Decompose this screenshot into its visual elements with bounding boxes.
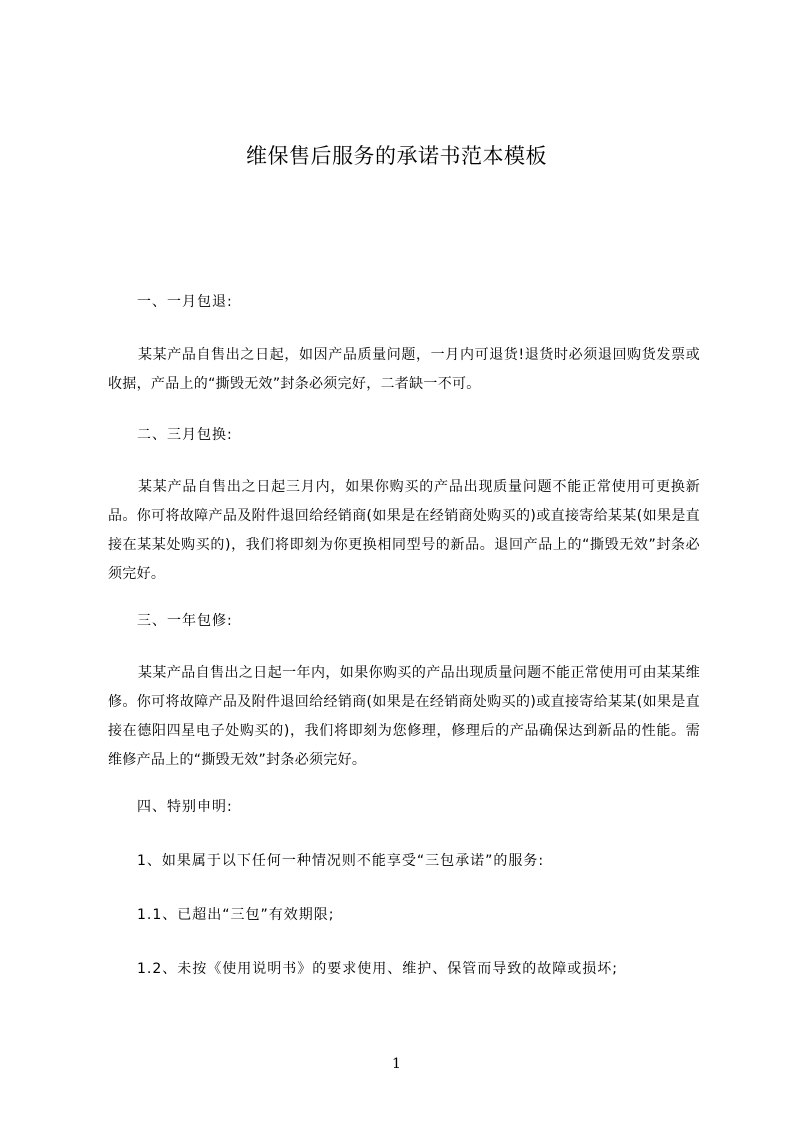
list-item: 1.1、已超出“三包”有效期限; [137,907,335,923]
section-paragraph-repair: 某某产品自售出之日起一年内，如果你购买的产品出现质量问题不能正常使用可由某某维修。你可将故障产品及附件退回给经销商(如果是在经销商处购买的)或直接寄给某某(如果是直接在德阳四星电子处购买的)，我们将即刻为您修理，修理后的产品确保达到新品的性能。需维修产品上的“撕毁无效”封条必须完好。 [108,665,700,768]
section-paragraph-return: 某某产品自售出之日起，如因产品质量问题，一月内可退货!退货时必须退回购货发票或收据，产品上的“撕毁无效”封条必须完好，二者缺一不可。 [108,347,700,392]
list-item: 1、如果属于以下任何一种情况则不能享受“三包承诺”的服务: [137,853,545,869]
section-heading-special-statement: 四、特别申明: [137,799,233,815]
section-heading-return: 一、一月包退: [137,294,233,310]
section-heading-repair: 三、一年包修: [137,613,233,629]
section-heading-exchange: 二、三月包换: [137,427,233,443]
page-number: 1 [392,1056,401,1072]
list-item: 1.2、未按《使用说明书》的要求使用、维护、保管而导致的故障或损坏; [137,961,618,977]
section-paragraph-exchange: 某某产品自售出之日起三月内，如果你购买的产品出现质量问题不能正常使用可更换新品。你可将故障产品及附件退回给经销商(如果是在经销商处购买的)或直接寄给某某(如果是直接在某某处购买的)，我们将即刻为你更换相同型号的新品。退回产品上的“撕毁无效”封条必须完好。 [108,479,700,582]
document-title: 维保售后服务的承诺书范本模板 [246,144,547,168]
